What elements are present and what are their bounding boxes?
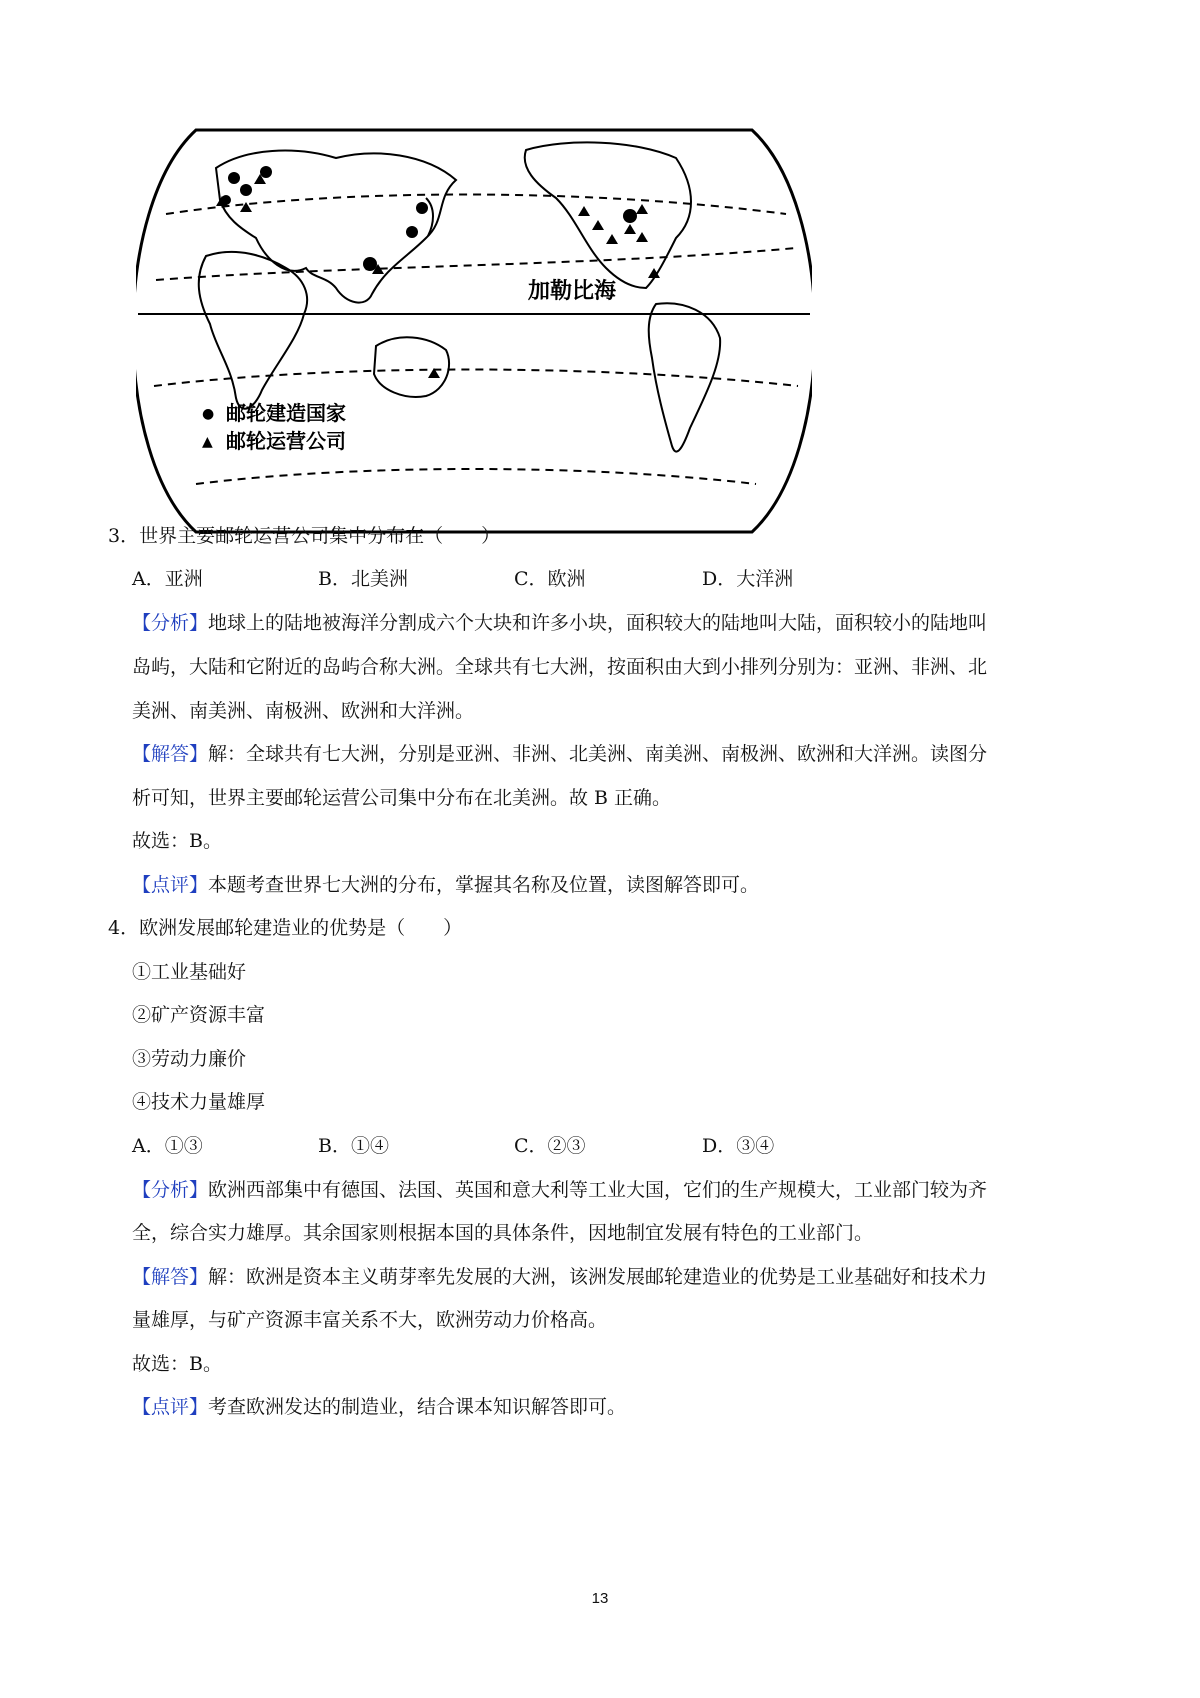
q4-answer-tag: 【解答】 bbox=[132, 1266, 209, 1288]
q3-comment: 【点评】本题考查世界七大洲的分布，掌握其名称及位置，读图解答即可。 bbox=[132, 874, 760, 896]
q4-item-2: ②矿产资源丰富 bbox=[132, 1004, 266, 1026]
q4-stem: 4．欧洲发展邮轮建造业的优势是（ ） bbox=[108, 917, 463, 939]
q4-option-b[interactable]: B．①④ bbox=[318, 1135, 389, 1157]
q3-stem: 3．世界主要邮轮运营公司集中分布在（ ） bbox=[108, 525, 501, 547]
q3-option-a[interactable]: A．亚洲 bbox=[132, 568, 203, 590]
q4-option-a[interactable]: A．①③ bbox=[132, 1135, 203, 1157]
page-number: 13 bbox=[591, 1590, 609, 1607]
q3-analysis-line-2: 岛屿，大陆和它附近的岛屿合称大洲。全球共有七大洲，按面积由大到小排列分别为：亚洲、非洲、北 bbox=[132, 656, 988, 678]
legend-triangle-symbol: ▲ bbox=[202, 434, 213, 450]
q3-choice: 故选：B。 bbox=[132, 830, 222, 852]
q4-answer-line-2: 量雄厚，与矿产资源丰富关系不大，欧洲劳动力价格高。 bbox=[132, 1309, 608, 1331]
q4-option-d[interactable]: D．③④ bbox=[702, 1135, 775, 1157]
q3-comment-tag: 【点评】 bbox=[132, 874, 209, 896]
sea-label: 加勒比海 bbox=[528, 279, 617, 304]
q4-analysis-tag: 【分析】 bbox=[132, 1179, 209, 1201]
q4-analysis-line-1: 【分析】欧洲西部集中有德国、法国、英国和意大利等工业大国，它们的生产规模大，工业部门较为齐 bbox=[132, 1179, 988, 1201]
q4-comment: 【点评】考查欧洲发达的制造业，结合课本知识解答即可。 bbox=[132, 1396, 627, 1418]
legend-triangle-label: 邮轮运营公司 bbox=[226, 429, 346, 453]
legend-dot-symbol: ● bbox=[202, 406, 215, 422]
q4-comment-tag: 【点评】 bbox=[132, 1396, 209, 1418]
q3-option-c[interactable]: C．欧洲 bbox=[514, 568, 586, 590]
q3-answer-tag: 【解答】 bbox=[132, 743, 209, 765]
q3-analysis-line-3: 美洲、南美洲、南极洲、欧洲和大洋洲。 bbox=[132, 700, 475, 722]
q4-analysis-line-2: 全，综合实力雄厚。其余国家则根据本国的具体条件，因地制宜发展有特色的工业部门。 bbox=[132, 1222, 874, 1244]
q3-option-b[interactable]: B．北美洲 bbox=[318, 568, 408, 590]
q4-choice: 故选：B。 bbox=[132, 1353, 222, 1375]
world-map-figure bbox=[136, 128, 812, 534]
q3-answer-line-2: 析可知，世界主要邮轮运营公司集中分布在北美洲。故 B 正确。 bbox=[132, 787, 672, 809]
q4-answer-line-1: 【解答】解：欧洲是资本主义萌芽率先发展的大洲，该洲发展邮轮建造业的优势是工业基础好和技术力 bbox=[132, 1266, 988, 1288]
q3-analysis-line-1: 【分析】地球上的陆地被海洋分割成六个大块和许多小块，面积较大的陆地叫大陆，面积较小的陆地叫 bbox=[132, 612, 988, 634]
q4-option-c[interactable]: C．②③ bbox=[514, 1135, 586, 1157]
legend-dot-label: 邮轮建造国家 bbox=[226, 401, 346, 425]
q3-option-d[interactable]: D．大洋洲 bbox=[702, 568, 794, 590]
q3-analysis-tag: 【分析】 bbox=[132, 612, 209, 634]
q4-item-4: ④技术力量雄厚 bbox=[132, 1091, 266, 1113]
q4-item-3: ③劳动力廉价 bbox=[132, 1048, 247, 1070]
q3-answer-line-1: 【解答】解：全球共有七大洲，分别是亚洲、非洲、北美洲、南美洲、南极洲、欧洲和大洋洲。读图分 bbox=[132, 743, 988, 765]
q4-item-1: ①工业基础好 bbox=[132, 961, 247, 983]
